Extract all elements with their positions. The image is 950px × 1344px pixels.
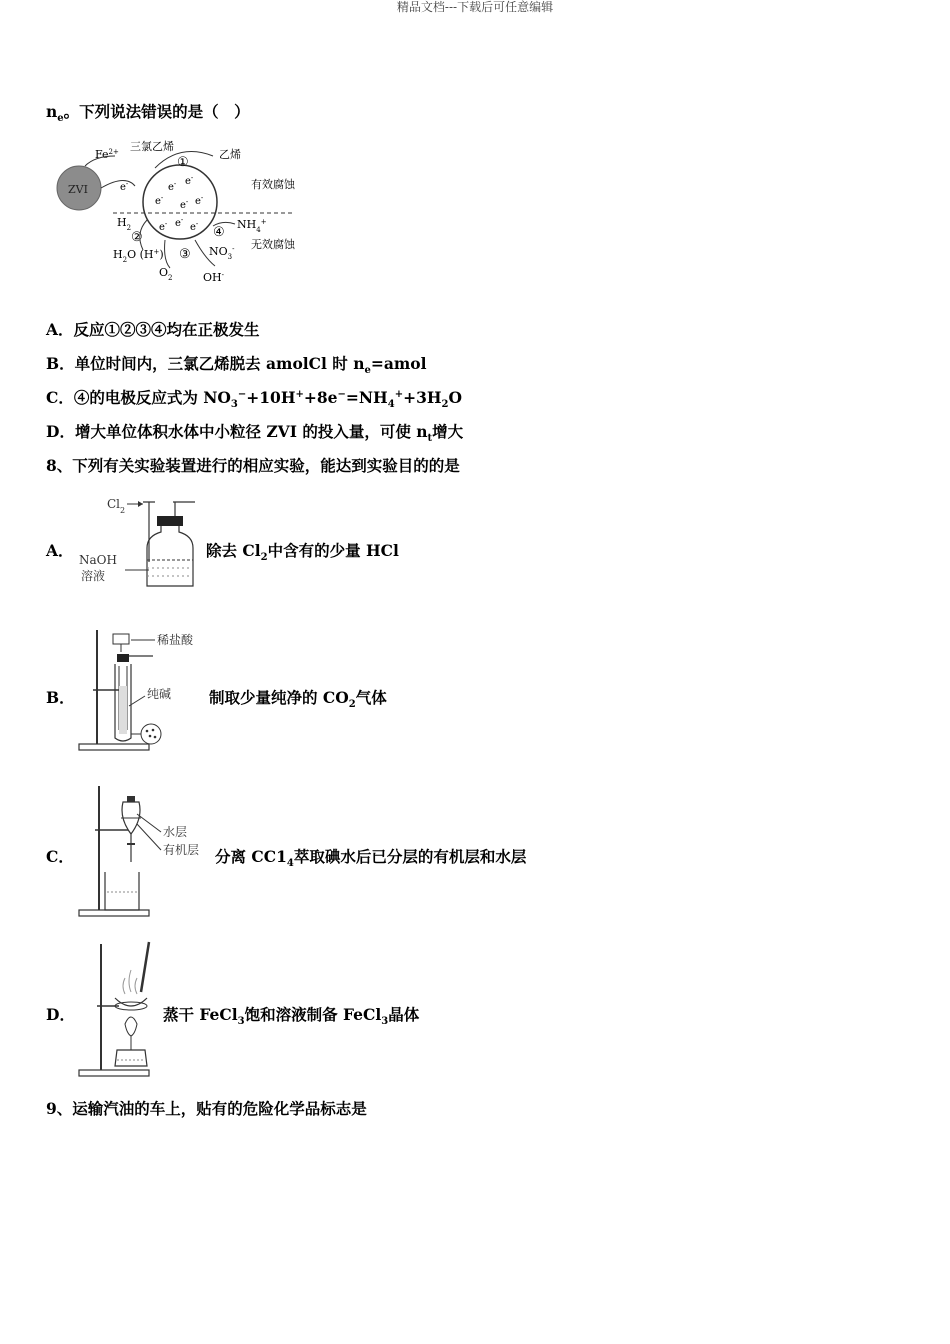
svg-text:溶液: 溶液 [81, 569, 106, 583]
svg-text:NaOH: NaOH [79, 553, 117, 567]
ethylene-label: 乙烯 [219, 148, 241, 161]
tcle-label: 三氯乙烯 [130, 140, 174, 153]
h2-label: $H_2$ [117, 216, 132, 232]
e-in-3: e- [155, 194, 164, 207]
fe2-label: $Fe^{2+}$ [95, 148, 119, 161]
e-in-7: e- [175, 216, 184, 229]
e-in-6: e- [159, 220, 168, 233]
svg-text:有机层: 有机层 [163, 843, 200, 857]
q8-stem: 8、下列有关实验装置进行的相应实验，能达到实验目的的是 [46, 456, 460, 475]
svg-text:Cl2: $Cl_2$ [107, 497, 126, 515]
q7-option-b[interactable]: B．单位时间内，三氯乙烯脱去 amolCl 时 $n_e=amol$ [46, 354, 427, 377]
q8-option-c-label[interactable]: C． [46, 847, 74, 866]
o2-label: $O_2$ [159, 266, 173, 282]
no3-label: $NO_3^-$ [209, 245, 235, 261]
q7-stem-text: 。下列说法错误的是（ ） [63, 102, 250, 121]
e-in-4: e- [180, 198, 189, 211]
q8-option-a-caption: 除去 $Cl_2$中含有的少量 HCl [206, 541, 399, 564]
q8-option-a-label[interactable]: A． [46, 541, 74, 560]
ineffective-label: 无效腐蚀 [251, 238, 295, 251]
q8-option-b-label[interactable]: B． [46, 688, 75, 707]
step3: ③ [179, 247, 191, 262]
gas-generator-figure [75, 626, 210, 756]
nh4-label: $NH_4^+$ [237, 218, 267, 234]
svg-text:水层: 水层 [163, 825, 188, 839]
zvi-diagram [55, 138, 315, 288]
e-in-8: e- [190, 220, 199, 233]
h2o-label: $H_2O$ (H+) [113, 248, 164, 264]
q8-option-d-caption: 蒸干 FeCl$_3$饱和溶液制备 FeCl$_3$晶体 [163, 1005, 420, 1028]
svg-text:纯碱: 纯碱 [147, 687, 172, 701]
e-in-2: e- [185, 174, 194, 187]
zvi-label: ZVI [68, 183, 88, 196]
page-header: 精品文档---下载后可任意编辑 [396, 0, 554, 14]
separatory-funnel-figure [75, 782, 215, 922]
q8-option-c-caption: 分离 $CC1_4$萃取碘水后已分层的有机层和水层 [215, 847, 527, 870]
gas-washing-bottle-figure [75, 492, 205, 592]
q9-stem: 9、运输汽油的车上，贴有的危险化学品标志是 [46, 1099, 367, 1118]
step1: ① [177, 155, 189, 170]
oh-label: OH- [203, 271, 224, 284]
evaporating-dish-figure [75, 940, 165, 1080]
q8-option-d-label[interactable]: D． [46, 1005, 75, 1024]
q7-option-c[interactable]: C．④的电极反应式为 $NO_3^-+10H^++8e^-=NH_4^++3H_2O$ [46, 388, 462, 411]
q7-option-d[interactable]: D．增大单位体积水体中小粒径 ZVI 的投入量，可使 $n_t$增大 [46, 422, 464, 445]
step2: ② [131, 230, 143, 245]
step4: ④ [213, 225, 225, 240]
svg-text:稀盐酸: 稀盐酸 [157, 633, 194, 647]
e-in-1: e- [168, 180, 177, 193]
effective-label: 有效腐蚀 [251, 178, 295, 191]
e-label-1: e- [120, 180, 129, 193]
q7-stem: $n_e$。下列说法错误的是（ ） [46, 102, 250, 125]
q8-option-b-caption: 制取少量纯净的 $CO_2$气体 [209, 688, 387, 711]
e-in-5: e- [195, 194, 204, 207]
q7-option-a[interactable]: A．反应①②③④均在正极发生 [46, 320, 260, 339]
